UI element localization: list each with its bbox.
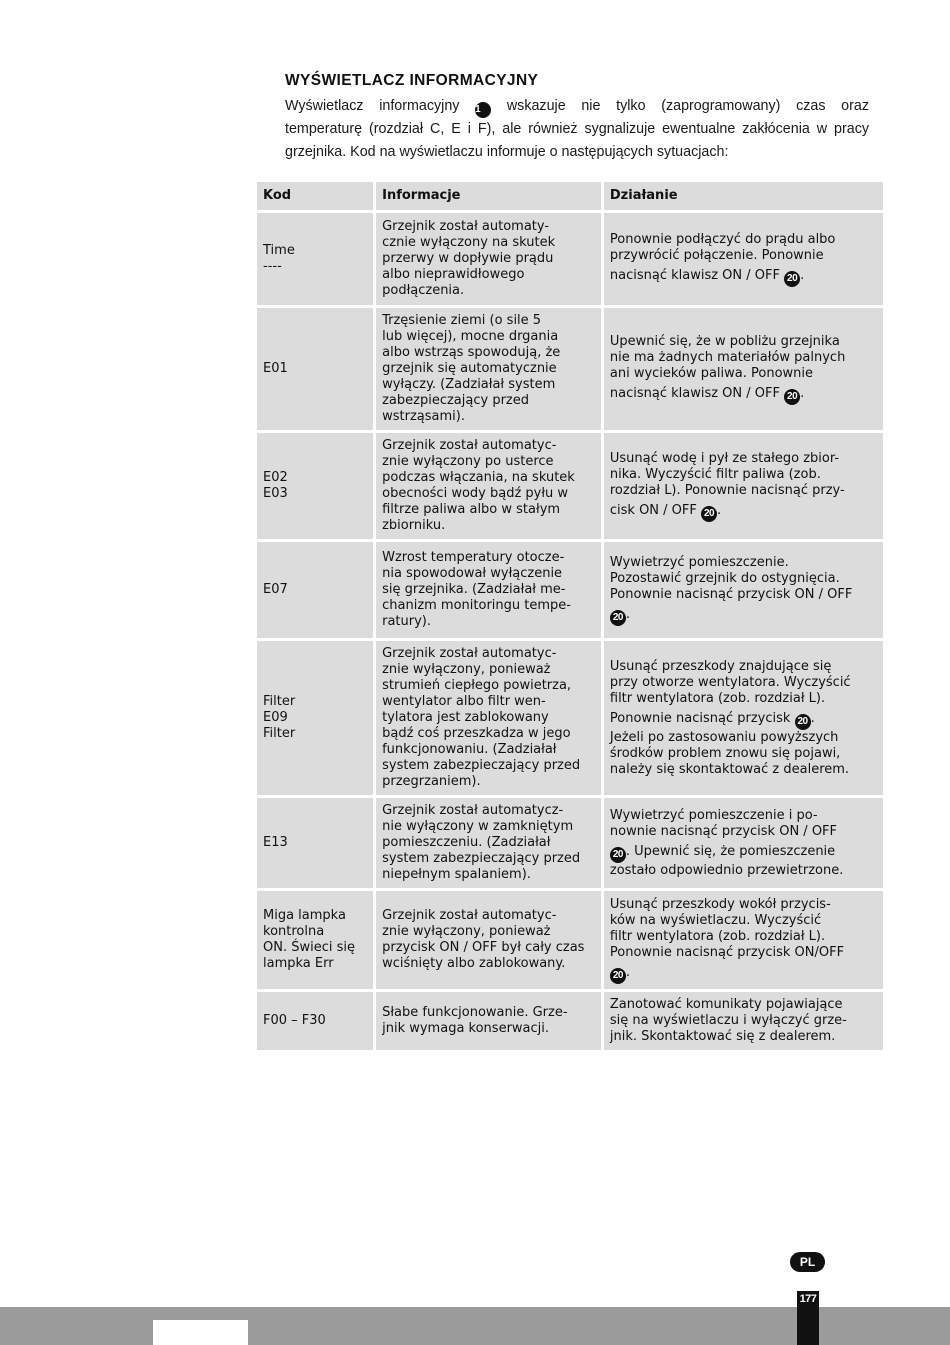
action-cell: Ponownie podłączyć do prądu albo przywrócić połączenie. Ponownie nacisnąć klawisz ON / OFF 20 . (604, 213, 883, 305)
table-row (257, 891, 883, 989)
action-cell: Upewnić się, że w pobliżu grzejnika nie ma żadnych materiałów palnych ani wycieków paliwa. Ponownie nacisnąć klawisz ON / OFF 20 . (604, 308, 883, 430)
language-badge: PL (790, 1252, 825, 1272)
code-cell: E13 (257, 798, 373, 888)
code-cell: Filter E09 Filter (257, 641, 373, 795)
action-cell: Zanotować komunikaty pojawiające się na wyświetlaczu i wyłączyć grze- jnik. Skontaktować się z dealerem. (604, 992, 883, 1050)
table-row (257, 992, 883, 1050)
info-cell: Trzęsienie ziemi (o sile 5 lub więcej), mocne drgania albo wstrząs spowodują, że grzejnik się automatycznie wyłączy. (Zadziałał system zabezpieczający przed wstrząsami). (376, 308, 601, 430)
on-off-key-badge: 20 (784, 271, 800, 287)
table-row (257, 433, 883, 539)
info-cell: Słabe funkcjonowanie. Grze- jnik wymaga konserwacji. (376, 992, 601, 1050)
header-code: Kod (257, 182, 373, 210)
code-cell: E07 (257, 542, 373, 638)
code-cell: E02 E03 (257, 433, 373, 539)
table-header-row (257, 182, 883, 210)
fan-key-badge: 20 (795, 714, 811, 730)
info-cell: Wzrost temperatury otocze- nia spowodował wyłączenie się grzejnika. (Zadziałał me- chanizm monitoringu tempe- ratury). (376, 542, 601, 638)
on-off-key-badge: 20 (701, 506, 717, 522)
code-cell: F00 – F30 (257, 992, 373, 1050)
action-cell: Wywietrzyć pomieszczenie i po- nownie nacisnąć przycisk ON / OFF 20 . Upewnić się, że pomieszczenie zostało odpowiednio przewietrzone. (604, 798, 883, 888)
action-cell: Usunąć przeszkody znajdujące się przy otworze wentylatora. Wyczyścić filtr wentylatora (zob. rozdział L). Ponownie nacisnąć przycisk 20 . Jeżeli po zastosowaniu powyższych środków problem znowu się pojawi, należy się skontaktować z dealerem. (604, 641, 883, 795)
header-action: Działanie (604, 182, 883, 210)
code-cell: Time ---- (257, 213, 373, 305)
intro-line-3: grzejnika. Kod na wyświetlaczu informuje o następujących sytuacjach: (285, 144, 729, 160)
table-row (257, 641, 883, 795)
info-cell: Grzejnik został automatycz- nie wyłączony w zamkniętym pomieszczeniu. (Zadziałał system zabezpieczający przed niepełnym spalaniem). (376, 798, 601, 888)
intro-paragraph (285, 95, 869, 164)
info-cell: Grzejnik został automatyc- znie wyłączony, ponieważ przycisk ON / OFF był cały czas wciśnięty albo zablokowany. (376, 891, 601, 989)
table-row (257, 798, 883, 888)
on-off-key-badge: 20 (610, 847, 626, 863)
action-cell: Wywietrzyć pomieszczenie. Pozostawić grzejnik do ostygnięcia. Ponownie nacisnąć przycisk ON / OFF 20 . (604, 542, 883, 638)
on-off-key-badge: 20 (784, 389, 800, 405)
info-cell: Grzejnik został automaty- cznie wyłączony na skutek przerwy w dopływie prądu albo nieprawidłowego podłączenia. (376, 213, 601, 305)
section-heading: WYŚWIETLACZ INFORMACYJNY (285, 72, 539, 89)
table-row (257, 213, 883, 305)
error-code-table (254, 179, 886, 1053)
table-row (257, 308, 883, 430)
table-row (257, 542, 883, 638)
code-cell: Miga lampka kontrolna ON. Świeci się lampka Err (257, 891, 373, 989)
header-info: Informacje (376, 182, 601, 210)
action-cell: Usunąć przeszkody wokół przycis- ków na wyświetlaczu. Wyczyścić filtr wentylatora (zob. rozdział L). Ponownie nacisnąć przycisk ON/OFF 20 . (604, 891, 883, 989)
intro-line-1: Wyświetlacz informacyjny 1 wskazuje nie tylko (zaprogramowany) czas oraz (285, 95, 869, 118)
action-cell: Usunąć wodę i pył ze stałego zbior- nika. Wyczyścić filtr paliwa (zob. rozdział L). Ponownie nacisnąć przy- cisk ON / OFF 20 . (604, 433, 883, 539)
footer-white-block (153, 1320, 248, 1345)
info-cell: Grzejnik został automatyc- znie wyłączony po usterce podczas włączania, na skutek obecności wody bądź pyłu w filtrze paliwa albo w stałym zbiorniku. (376, 433, 601, 539)
on-off-key-badge: 20 (610, 610, 626, 626)
page-number: 177 (799, 1293, 817, 1305)
code-cell: E01 (257, 308, 373, 430)
intro-line-2: temperaturę (rozdział C, E i F), ale również sygnalizuje ewentualne zakłócenia w pracy (285, 121, 869, 137)
display-number-badge: 1 (475, 102, 491, 118)
info-cell: Grzejnik został automatyc- znie wyłączony, ponieważ strumień ciepłego powietrza, wentylator albo filtr wen- tylatora jest zablokowany bądź coś przeszkadza w jego funkcjonowaniu. (Zadziałał system zabezpieczający przed przegrzaniem). (376, 641, 601, 795)
on-off-key-badge: 20 (610, 968, 626, 984)
